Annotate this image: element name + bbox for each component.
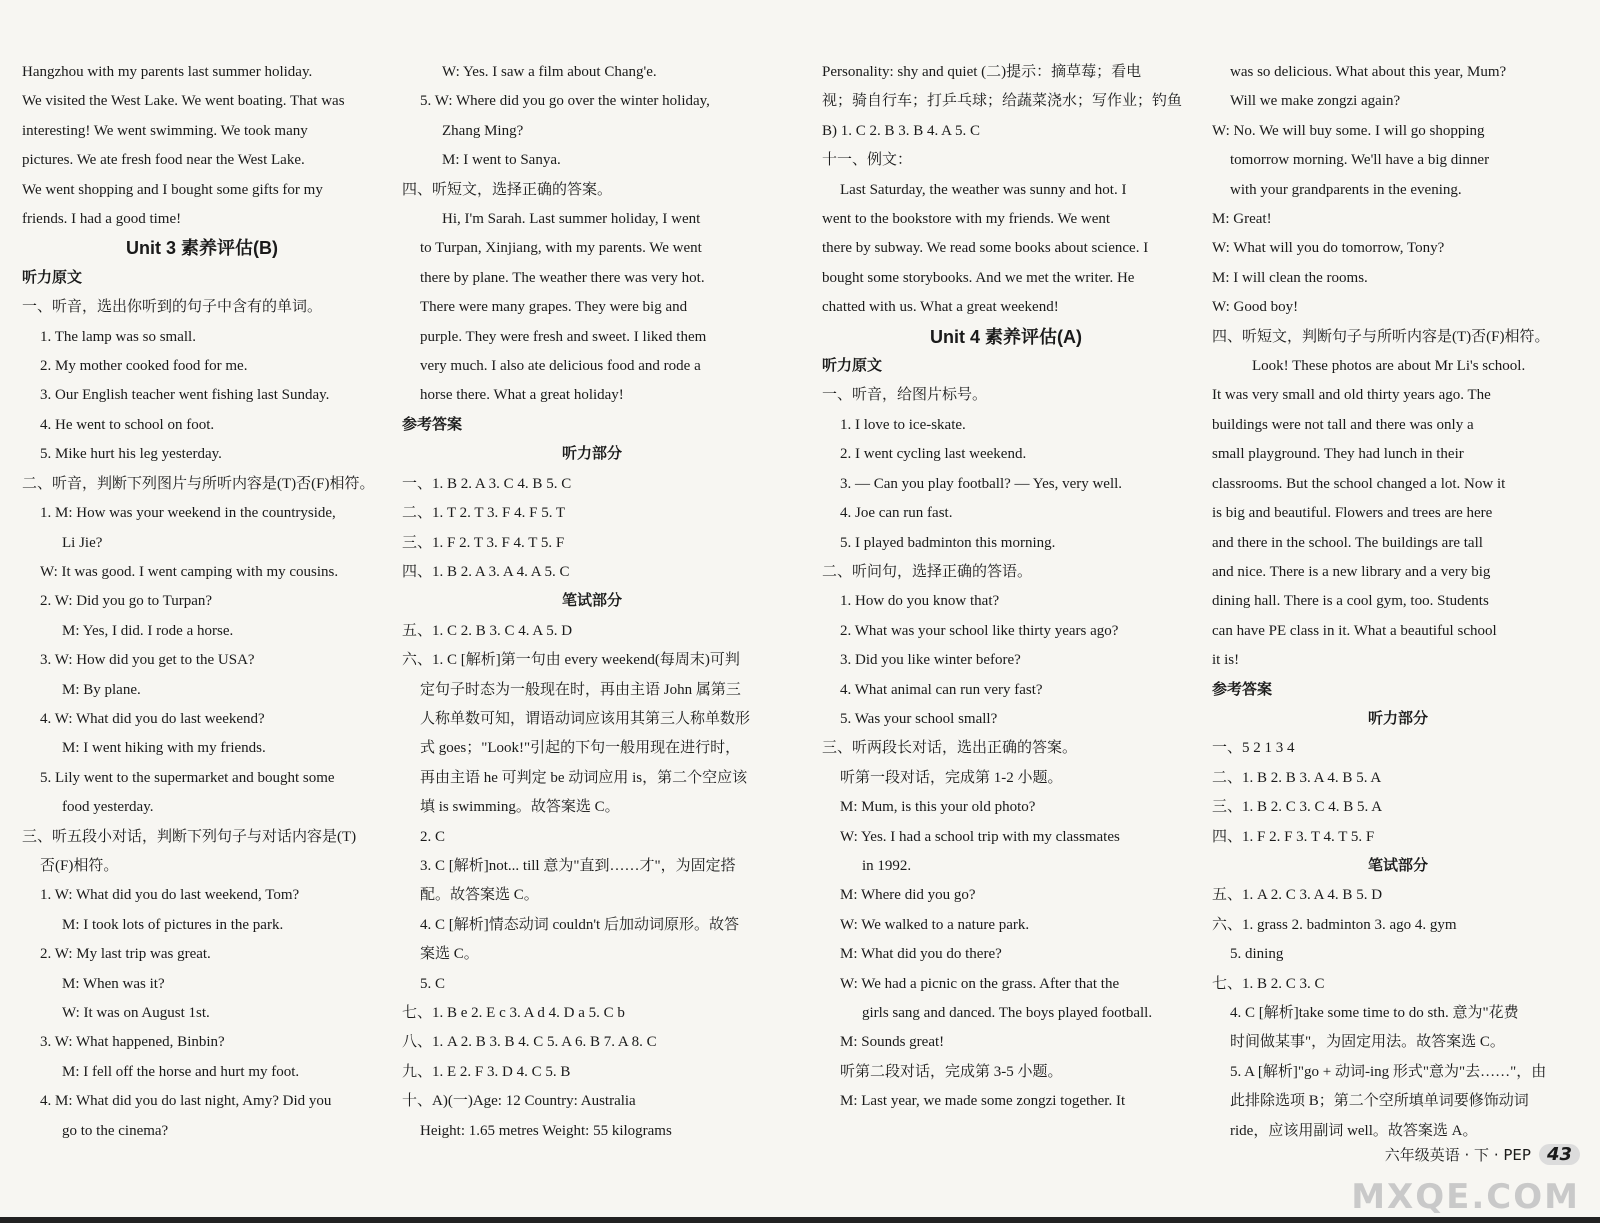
text-line: 再由主语 he 可判定 be 动词应用 is，第二个空应该: [420, 769, 748, 786]
text-line: 三、听五段小对话，判断下列句子与对话内容是(T): [22, 828, 357, 845]
text-line: Li Jie?: [62, 534, 103, 551]
text-line: 2. What was your school like thirty years ago?: [840, 622, 1119, 639]
text-line: 4. C [解析]情态动词 couldn't 后加动词原形。故答: [420, 916, 739, 933]
text-line: 2. W: Did you go to Turpan?: [40, 593, 213, 610]
text-line: 4. Joe can run fast.: [840, 505, 953, 522]
text-line: was so delicious. What about this year, Mum?: [1230, 64, 1507, 80]
text-line: 4. What animal can run very fast?: [840, 681, 1043, 698]
page-footer: [1385, 1144, 1580, 1165]
text-line: pictures. We ate fresh food near the West Lake.: [22, 152, 305, 169]
text-line: There were many grapes. They were big and: [420, 299, 688, 316]
text-line: buildings were not tall and there was only a: [1212, 416, 1474, 433]
text-line: W: It was on August 1st.: [62, 1005, 210, 1021]
text-line: 听力部分: [561, 446, 622, 463]
text-line: it is!: [1212, 652, 1240, 669]
text-line: M: I took lots of pictures in the park.: [62, 916, 284, 933]
text-line: 配。故答案选 C。: [420, 887, 539, 904]
text-line: 笔试部分: [561, 593, 622, 610]
text-line: 式 goes；"Look!"引起的下句一般用现在进行时，: [420, 740, 741, 757]
text-line: 八、1. A 2. B 3. B 4. C 5. A 6. B 7. A 8. C: [402, 1034, 657, 1051]
text-line: 5. I played badminton this morning.: [840, 534, 1056, 551]
column-4: [1212, 58, 1584, 1146]
text-line: 三、1. F 2. T 3. F 4. T 5. F: [402, 534, 565, 551]
text-line: Personality: shy and quiet (二)提示：摘草莓；看电: [822, 64, 1142, 80]
text-line: 一、1. B 2. A 3. C 4. B 5. C: [402, 475, 572, 492]
text-line: M: Last year, we made some zongzi together. It: [840, 1093, 1126, 1110]
text-line: 二、听音，判断下列图片与所听内容是(T)否(F)相符。: [22, 475, 375, 492]
text-line: 5. Mike hurt his leg yesterday.: [40, 446, 222, 463]
text-line: 5. C: [420, 975, 446, 992]
column-1: [22, 58, 382, 1146]
page-number: 43: [1539, 1144, 1580, 1165]
text-line: to Turpan, Xinjiang, with my parents. We went: [420, 240, 702, 257]
text-line: horse there. What a great holiday!: [420, 387, 624, 404]
text-line: 1. I love to ice-skate.: [840, 416, 966, 433]
text-line: W: We had a picnic on the grass. After that the: [840, 975, 1120, 992]
text-line: We went shopping and I bought some gifts for my: [22, 181, 323, 198]
text-line: W: Good boy!: [1212, 299, 1299, 316]
text-line: 人称单数可知，谓语动词应该用其第三人称单数形: [420, 710, 751, 727]
text-line: interesting! We went swimming. We took many: [22, 122, 308, 139]
text-line: 4. C [解析]take some time to do sth. 意为"花费: [1230, 1005, 1519, 1021]
text-line: W: What will you do tomorrow, Tony?: [1212, 240, 1445, 257]
text-line: 4. He went to school on foot.: [40, 416, 215, 433]
text-line: 六、1. C [解析]第一句由 every weekend(每周末)可判: [402, 652, 740, 669]
text-line: 案选 C。: [420, 946, 479, 963]
text-line: chatted with us. What a great weekend!: [822, 299, 1059, 316]
text-line: B) 1. C 2. B 3. B 4. A 5. C: [822, 122, 980, 139]
text-line: there by plane. The weather there was very hot.: [420, 269, 705, 286]
text-line: M: I fell off the horse and hurt my foot.: [62, 1063, 300, 1080]
text-line: bought some storybooks. And we met the writer. He: [822, 269, 1135, 286]
text-line: 笔试部分: [1367, 857, 1428, 874]
text-line: 3. Our English teacher went fishing last Sunday.: [40, 387, 330, 404]
text-line: 十一、例文：: [822, 152, 913, 169]
text-line: Last Saturday, the weather was sunny and hot. I: [840, 181, 1127, 198]
text-line: 5. Was your school small?: [840, 710, 998, 727]
text-line: 4. W: What did you do last weekend?: [40, 710, 265, 727]
column-2: [402, 58, 782, 1146]
text-line: 3. C [解析]not... till 意为"直到……才"，为固定搭: [420, 857, 736, 874]
text-line: M: Where did you go?: [840, 887, 976, 904]
text-line: 六、1. grass 2. badminton 3. ago 4. gym: [1212, 916, 1457, 933]
text-line: Will we make zongzi again?: [1230, 93, 1401, 110]
text-line: friends. I had a good time!: [22, 211, 182, 228]
text-line: 五、1. C 2. B 3. C 4. A 5. D: [402, 622, 573, 639]
text-line: 一、听音，选出你听到的句子中含有的单词。: [22, 299, 323, 316]
text-line: Unit 4 素养评估(A): [930, 326, 1082, 347]
text-line: 听力部分: [1367, 710, 1428, 727]
text-line: M: I went to Sanya.: [442, 152, 561, 169]
text-line: classrooms. But the school changed a lot. Now it: [1212, 475, 1506, 492]
text-line: 二、1. T 2. T 3. F 4. F 5. T: [402, 505, 566, 522]
text-line: We visited the West Lake. We went boating. That was: [22, 93, 345, 110]
text-line: 参考答案: [1212, 681, 1273, 698]
text-line: with your grandparents in the evening.: [1230, 181, 1462, 198]
text-line: went to the bookstore with my friends. We went: [822, 211, 1111, 228]
text-line: M: Sounds great!: [840, 1034, 945, 1051]
text-line: 2. I went cycling last weekend.: [840, 446, 1027, 463]
text-line: is big and beautiful. Flowers and trees are here: [1212, 505, 1493, 522]
text-line: Look! These photos are about Mr Li's school.: [1252, 358, 1526, 375]
text-line: there by subway. We read some books about science. I: [822, 240, 1149, 257]
text-line: purple. They were fresh and sweet. I liked them: [420, 328, 707, 345]
text-line: 九、1. E 2. F 3. D 4. C 5. B: [402, 1063, 571, 1080]
text-line: 5. A [解析]"go + 动词-ing 形式"意为"去……"，由: [1230, 1063, 1547, 1080]
text-line: Unit 3 素养评估(B): [126, 238, 278, 259]
text-line: W: Yes. I saw a film about Chang'e.: [442, 64, 657, 80]
text-line: 听第二段对话，完成第 3-5 小题。: [840, 1063, 1063, 1080]
text-line: M: Mum, is this your old photo?: [840, 799, 1036, 816]
text-line: 一、听音，给图片标号。: [822, 387, 988, 404]
text-line: M: When was it?: [62, 975, 165, 992]
text-line: in 1992.: [862, 857, 912, 874]
text-line: 1. W: What did you do last weekend, Tom?: [40, 887, 300, 904]
text-line: W: No. We will buy some. I will go shopping: [1212, 122, 1485, 139]
column-3: [822, 58, 1190, 1117]
text-line: 五、1. A 2. C 3. A 4. B 5. D: [1212, 887, 1383, 904]
text-line: 3. Did you like winter before?: [840, 652, 1021, 669]
text-line: 四、1. F 2. F 3. T 4. T 5. F: [1212, 828, 1375, 845]
text-line: Hi, I'm Sarah. Last summer holiday, I went: [442, 211, 701, 228]
text-line: 四、听短文，选择正确的答案。: [402, 181, 613, 198]
text-line: 5. Lily went to the supermarket and bought some: [40, 769, 335, 786]
text-line: 定句子时态为一般现在时，再由主语 John 属第三: [420, 681, 741, 698]
text-line: dining hall. There is a cool gym, too. Students: [1212, 593, 1489, 610]
text-line: 三、听两段长对话，选出正确的答案。: [822, 740, 1078, 757]
text-line: 一、5 2 1 3 4: [1212, 740, 1295, 757]
text-line: 此排除选项 B；第二个空所填单词要修饰动词: [1230, 1093, 1529, 1110]
text-line: 填 is swimming。故答案选 C。: [420, 799, 620, 816]
text-line: Zhang Ming?: [442, 122, 524, 139]
text-line: 二、1. B 2. B 3. A 4. B 5. A: [1212, 769, 1382, 786]
text-line: W: We walked to a nature park.: [840, 916, 1030, 933]
text-line: go to the cinema?: [62, 1122, 169, 1139]
text-line: It was very small and old thirty years ago. The: [1212, 387, 1491, 404]
text-line: 3. W: What happened, Binbin?: [40, 1034, 225, 1051]
text-line: M: Great!: [1212, 211, 1272, 228]
text-line: 七、1. B 2. C 3. C: [1212, 975, 1325, 992]
text-line: can have PE class in it. What a beautiful school: [1212, 622, 1497, 639]
text-line: 参考答案: [402, 416, 463, 433]
text-line: M: I went hiking with my friends.: [62, 740, 266, 757]
text-line: and there in the school. The buildings are tall: [1212, 534, 1483, 551]
text-line: 听力原文: [822, 358, 883, 375]
text-line: Hangzhou with my parents last summer holiday.: [22, 64, 313, 80]
text-line: W: It was good. I went camping with my cousins.: [40, 563, 339, 580]
text-line: 十、A)(一)Age: 12 Country: Australia: [402, 1093, 636, 1110]
text-line: 1. M: How was your weekend in the countryside,: [40, 505, 336, 522]
text-line: M: Yes, I did. I rode a horse.: [62, 622, 234, 639]
text-line: 1. How do you know that?: [840, 593, 1000, 610]
text-line: 三、1. B 2. C 3. C 4. B 5. A: [1212, 799, 1383, 816]
text-line: 2. W: My last trip was great.: [40, 946, 211, 963]
text-line: 5. W: Where did you go over the winter holiday,: [420, 93, 710, 110]
text-line: girls sang and danced. The boys played football.: [862, 1005, 1153, 1021]
text-line: M: By plane.: [62, 681, 141, 698]
text-line: tomorrow morning. We'll have a big dinner: [1230, 152, 1490, 169]
text-line: M: I will clean the rooms.: [1212, 269, 1368, 286]
text-line: 5. dining: [1230, 946, 1284, 963]
watermark: MXQE.COM: [1351, 1177, 1580, 1217]
text-line: 七、1. B e 2. E c 3. A d 4. D a 5. C b: [402, 1005, 625, 1021]
text-line: 否(F)相符。: [40, 857, 119, 874]
footer-label: 六年级英语 · 下 · PEP: [1384, 1146, 1531, 1164]
text-line: 1. The lamp was so small.: [40, 328, 196, 345]
text-line: M: What did you do there?: [840, 946, 1002, 963]
text-line: food yesterday.: [62, 799, 154, 816]
bottom-edge: [0, 1217, 1600, 1223]
text-line: Height: 1.65 metres Weight: 55 kilograms: [420, 1122, 672, 1139]
text-line: 4. M: What did you do last night, Amy? Did you: [40, 1093, 332, 1110]
text-line: 3. W: How did you get to the USA?: [40, 652, 255, 669]
text-line: 听第一段对话，完成第 1-2 小题。: [840, 769, 1063, 786]
text-line: small playground. They had lunch in their: [1212, 446, 1464, 463]
text-line: 四、1. B 2. A 3. A 4. A 5. C: [402, 563, 570, 580]
text-line: W: Yes. I had a school trip with my classmates: [840, 828, 1120, 845]
text-line: 2. C: [420, 828, 446, 845]
text-line: ride，应该用副词 well。故答案选 A。: [1230, 1122, 1478, 1139]
text-line: 时间做某事"，为固定用法。故答案选 C。: [1230, 1034, 1505, 1051]
text-line: 视；骑自行车；打乒乓球；给蔬菜浇水；写作业；钓鱼: [822, 93, 1183, 110]
text-line: 二、听问句，选择正确的答语。: [822, 563, 1033, 580]
text-line: 听力原文: [22, 269, 83, 286]
text-line: 2. My mother cooked food for me.: [40, 358, 248, 375]
text-line: and nice. There is a new library and a very big: [1212, 563, 1491, 580]
text-line: 3. — Can you play football? — Yes, very well.: [840, 475, 1123, 492]
text-line: very much. I also ate delicious food and rode a: [420, 358, 701, 375]
text-line: 四、听短文，判断句子与所听内容是(T)否(F)相符。: [1212, 328, 1550, 345]
